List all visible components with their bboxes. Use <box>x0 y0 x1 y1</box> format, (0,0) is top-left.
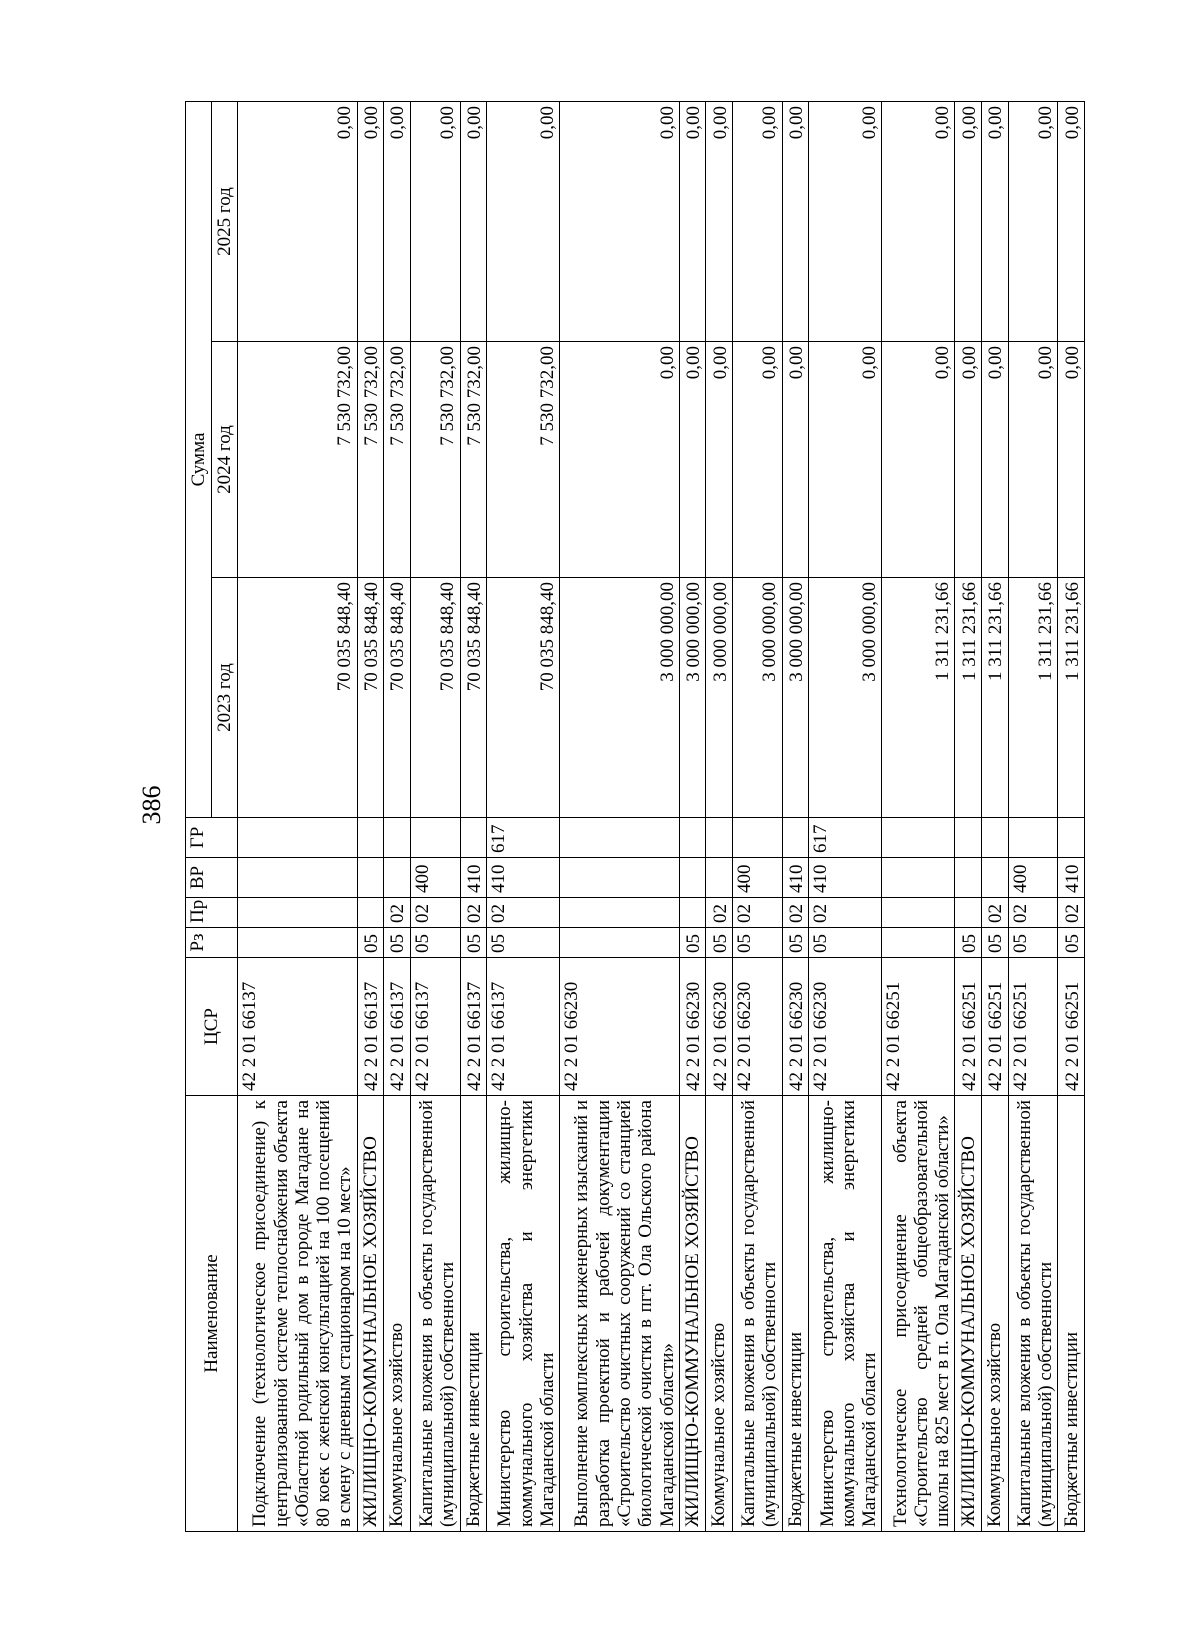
table-row <box>560 102 680 1532</box>
table-row <box>460 102 487 1532</box>
cell-csr: 42 2 01 66137 <box>238 958 358 1096</box>
cell-y2024: 7 530 732,00 <box>410 342 460 578</box>
cell-pr: 02 <box>1058 898 1085 928</box>
table-row <box>732 102 782 1532</box>
cell-vr: 410 <box>809 858 882 898</box>
cell-vr: 400 <box>410 858 460 898</box>
table-body <box>238 102 1085 1532</box>
cell-y2024: 7 530 732,00 <box>238 342 358 578</box>
cell-y2023: 3 000 000,00 <box>706 578 733 818</box>
header-vr: ВР <box>186 858 238 898</box>
cell-rz: 05 <box>809 928 882 958</box>
cell-pr: 02 <box>706 898 733 928</box>
cell-vr: 400 <box>732 858 782 898</box>
cell-vr <box>706 858 733 898</box>
cell-y2023: 70 035 848,40 <box>460 578 487 818</box>
table-row <box>1058 102 1085 1532</box>
cell-vr: 410 <box>487 858 560 898</box>
cell-pr <box>882 898 955 928</box>
cell-vr <box>882 858 955 898</box>
header-pr: Пр <box>186 898 238 928</box>
cell-vr <box>357 858 384 898</box>
cell-gr <box>706 818 733 858</box>
cell-vr <box>679 858 706 898</box>
cell-gr <box>560 818 680 858</box>
cell-rz: 05 <box>357 928 384 958</box>
cell-gr: 617 <box>487 818 560 858</box>
cell-vr <box>955 858 982 898</box>
header-2025: 2025 год <box>212 102 238 342</box>
cell-vr <box>560 858 680 898</box>
cell-y2023: 1 311 231,66 <box>1008 578 1058 818</box>
cell-y2025: 0,00 <box>732 102 782 342</box>
cell-rz: 05 <box>1058 928 1085 958</box>
table-row <box>238 102 358 1532</box>
cell-name: Коммунальное хозяйство <box>384 1096 411 1532</box>
cell-y2025: 0,00 <box>410 102 460 342</box>
cell-y2025: 0,00 <box>560 102 680 342</box>
cell-csr: 42 2 01 66137 <box>357 958 384 1096</box>
cell-pr: 02 <box>410 898 460 928</box>
cell-y2023: 70 035 848,40 <box>238 578 358 818</box>
cell-pr <box>238 898 358 928</box>
cell-y2023: 70 035 848,40 <box>357 578 384 818</box>
cell-y2024: 0,00 <box>732 342 782 578</box>
cell-y2024: 7 530 732,00 <box>460 342 487 578</box>
cell-gr <box>679 818 706 858</box>
cell-y2024: 0,00 <box>1008 342 1058 578</box>
cell-rz: 05 <box>384 928 411 958</box>
cell-y2023: 1 311 231,66 <box>882 578 955 818</box>
cell-pr <box>357 898 384 928</box>
cell-vr: 410 <box>782 858 809 898</box>
cell-rz: 05 <box>679 928 706 958</box>
cell-csr: 42 2 01 66230 <box>560 958 680 1096</box>
cell-pr: 02 <box>732 898 782 928</box>
cell-y2024: 0,00 <box>679 342 706 578</box>
table-row <box>357 102 384 1532</box>
cell-pr: 02 <box>1008 898 1058 928</box>
cell-y2025: 0,00 <box>981 102 1008 342</box>
table-row <box>679 102 706 1532</box>
header-csr: ЦСР <box>186 958 238 1096</box>
cell-name: Министерство строительства, жилищно-коммунального хозяйства и энергетики Магаданской области <box>809 1096 882 1532</box>
table-row <box>487 102 560 1532</box>
cell-y2025: 0,00 <box>679 102 706 342</box>
cell-rz: 05 <box>410 928 460 958</box>
cell-csr: 42 2 01 66251 <box>882 958 955 1096</box>
cell-y2024: 7 530 732,00 <box>384 342 411 578</box>
cell-gr <box>238 818 358 858</box>
cell-y2024: 0,00 <box>955 342 982 578</box>
cell-y2024: 0,00 <box>1058 342 1085 578</box>
cell-rz: 05 <box>981 928 1008 958</box>
cell-name: Технологическое присоединение объекта «Строительство средней общеобразовательной школы на 825 мест в п. Ола Магаданской области» <box>882 1096 955 1532</box>
cell-y2023: 1 311 231,66 <box>981 578 1008 818</box>
cell-y2025: 0,00 <box>882 102 955 342</box>
cell-pr <box>955 898 982 928</box>
rotated-table-container <box>185 102 1085 1532</box>
cell-csr: 42 2 01 66251 <box>981 958 1008 1096</box>
table-row <box>384 102 411 1532</box>
header-2024: 2024 год <box>212 342 238 578</box>
cell-csr: 42 2 01 66230 <box>809 958 882 1096</box>
cell-y2023: 70 035 848,40 <box>384 578 411 818</box>
cell-y2023: 3 000 000,00 <box>679 578 706 818</box>
cell-y2024: 0,00 <box>782 342 809 578</box>
cell-name: Министерство строительства, жилищно-коммунального хозяйства и энергетики Магаданской области <box>487 1096 560 1532</box>
cell-pr: 02 <box>782 898 809 928</box>
cell-csr: 42 2 01 66137 <box>384 958 411 1096</box>
cell-y2025: 0,00 <box>487 102 560 342</box>
cell-name: ЖИЛИЩНО-КОММУНАЛЬНОЕ ХОЗЯЙСТВО <box>955 1096 982 1532</box>
cell-gr <box>410 818 460 858</box>
cell-y2023: 3 000 000,00 <box>782 578 809 818</box>
cell-rz: 05 <box>460 928 487 958</box>
cell-y2023: 3 000 000,00 <box>732 578 782 818</box>
cell-y2023: 3 000 000,00 <box>809 578 882 818</box>
cell-name: Бюджетные инвестиции <box>1058 1096 1085 1532</box>
cell-pr <box>560 898 680 928</box>
cell-csr: 42 2 01 66137 <box>410 958 460 1096</box>
header-2023: 2023 год <box>212 578 238 818</box>
cell-gr: 617 <box>809 818 882 858</box>
cell-y2024: 0,00 <box>882 342 955 578</box>
cell-y2023: 70 035 848,40 <box>487 578 560 818</box>
cell-pr: 02 <box>384 898 411 928</box>
cell-rz <box>238 928 358 958</box>
cell-y2025: 0,00 <box>357 102 384 342</box>
cell-pr: 02 <box>809 898 882 928</box>
cell-gr <box>460 818 487 858</box>
cell-name: Коммунальное хозяйство <box>706 1096 733 1532</box>
cell-gr <box>782 818 809 858</box>
cell-y2024: 7 530 732,00 <box>487 342 560 578</box>
table-row <box>955 102 982 1532</box>
table-row <box>410 102 460 1532</box>
cell-y2025: 0,00 <box>1008 102 1058 342</box>
cell-gr <box>732 818 782 858</box>
cell-rz: 05 <box>732 928 782 958</box>
cell-vr <box>981 858 1008 898</box>
cell-name: Коммунальное хозяйство <box>981 1096 1008 1532</box>
cell-y2024: 0,00 <box>809 342 882 578</box>
cell-csr: 42 2 01 66230 <box>706 958 733 1096</box>
page-number: 386 <box>137 785 166 825</box>
cell-name: Капитальные вложения в объекты государственной (муниципальной) собственности <box>410 1096 460 1532</box>
table-row <box>981 102 1008 1532</box>
cell-csr: 42 2 01 66137 <box>487 958 560 1096</box>
cell-y2023: 70 035 848,40 <box>410 578 460 818</box>
cell-pr <box>679 898 706 928</box>
cell-csr: 42 2 01 66230 <box>782 958 809 1096</box>
cell-gr <box>955 818 982 858</box>
cell-name: Выполнение комплексных инженерных изысканий и разработка проектной и рабочей документации «Строительство очистных сооружений со станцией биологической очистки в пгт. Ола Ольского района Магаданской области» <box>560 1096 680 1532</box>
cell-name: Бюджетные инвестиции <box>460 1096 487 1532</box>
cell-name: ЖИЛИЩНО-КОММУНАЛЬНОЕ ХОЗЯЙСТВО <box>357 1096 384 1532</box>
cell-y2025: 0,00 <box>955 102 982 342</box>
cell-gr <box>384 818 411 858</box>
cell-csr: 42 2 01 66230 <box>732 958 782 1096</box>
budget-table <box>185 101 1085 1532</box>
cell-gr <box>882 818 955 858</box>
cell-y2025: 0,00 <box>384 102 411 342</box>
cell-rz <box>560 928 680 958</box>
cell-y2023: 1 311 231,66 <box>1058 578 1085 818</box>
cell-csr: 42 2 01 66137 <box>460 958 487 1096</box>
cell-name: Капитальные вложения в объекты государственной (муниципальной) собственности <box>732 1096 782 1532</box>
cell-y2024: 0,00 <box>706 342 733 578</box>
cell-pr: 02 <box>460 898 487 928</box>
cell-y2024: 7 530 732,00 <box>357 342 384 578</box>
cell-vr: 400 <box>1008 858 1058 898</box>
cell-gr <box>1008 818 1058 858</box>
table-row <box>706 102 733 1532</box>
cell-name: ЖИЛИЩНО-КОММУНАЛЬНОЕ ХОЗЯЙСТВО <box>679 1096 706 1532</box>
cell-rz: 05 <box>706 928 733 958</box>
table-row <box>882 102 955 1532</box>
cell-y2023: 1 311 231,66 <box>955 578 982 818</box>
cell-rz: 05 <box>782 928 809 958</box>
cell-y2025: 0,00 <box>706 102 733 342</box>
cell-vr: 410 <box>460 858 487 898</box>
cell-name: Капитальные вложения в объекты государственной (муниципальной) собственности <box>1008 1096 1058 1532</box>
cell-pr: 02 <box>487 898 560 928</box>
cell-y2024: 0,00 <box>560 342 680 578</box>
cell-y2025: 0,00 <box>809 102 882 342</box>
cell-rz: 05 <box>487 928 560 958</box>
cell-gr <box>1058 818 1085 858</box>
cell-name: Подключение (технологическое присоединение) к централизованной системе теплоснабжения объекта «Областной родильный дом в городе Магадане на 80 коек с женской консультацией на 100 посещений в смену с дневным стационаром на 10 мест» <box>238 1096 358 1532</box>
header-name: Наименование <box>186 1096 238 1532</box>
cell-y2025: 0,00 <box>460 102 487 342</box>
cell-pr: 02 <box>981 898 1008 928</box>
cell-gr <box>357 818 384 858</box>
cell-vr <box>384 858 411 898</box>
table-row <box>809 102 882 1532</box>
table-row <box>782 102 809 1532</box>
cell-y2025: 0,00 <box>238 102 358 342</box>
cell-name: Бюджетные инвестиции <box>782 1096 809 1532</box>
header-rz: Рз <box>186 928 238 958</box>
cell-gr <box>981 818 1008 858</box>
table-row <box>1008 102 1058 1532</box>
cell-rz <box>882 928 955 958</box>
cell-y2025: 0,00 <box>782 102 809 342</box>
cell-csr: 42 2 01 66251 <box>1058 958 1085 1096</box>
cell-csr: 42 2 01 66251 <box>1008 958 1058 1096</box>
cell-rz: 05 <box>955 928 982 958</box>
header-sum: Сумма <box>186 102 212 818</box>
header-gr: ГР <box>186 818 238 858</box>
cell-vr <box>238 858 358 898</box>
cell-y2025: 0,00 <box>1058 102 1085 342</box>
cell-csr: 42 2 01 66251 <box>955 958 982 1096</box>
cell-y2024: 0,00 <box>981 342 1008 578</box>
cell-csr: 42 2 01 66230 <box>679 958 706 1096</box>
cell-vr: 410 <box>1058 858 1085 898</box>
cell-rz: 05 <box>1008 928 1058 958</box>
cell-y2023: 3 000 000,00 <box>560 578 680 818</box>
